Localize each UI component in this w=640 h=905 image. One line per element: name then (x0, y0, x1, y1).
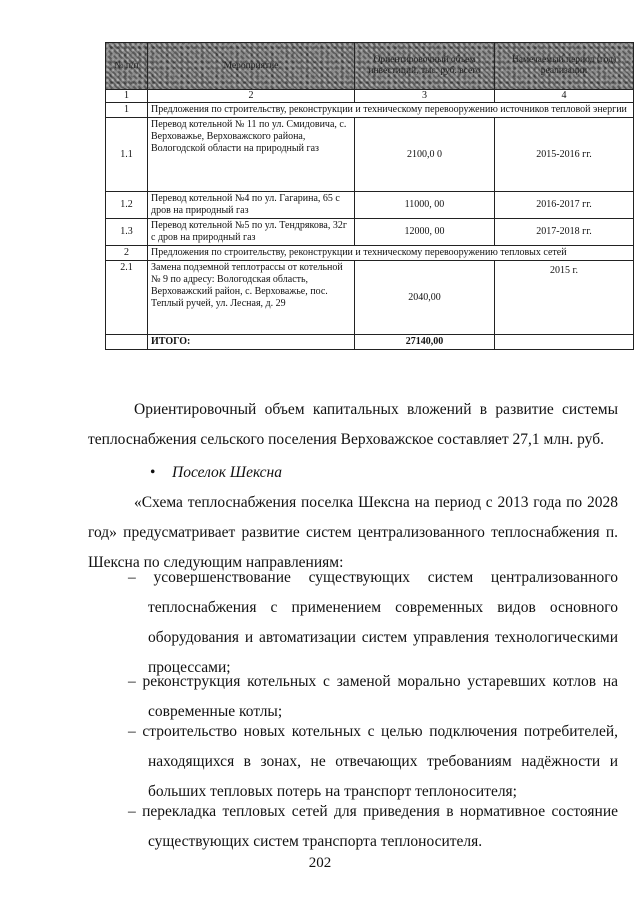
row-text: Замена подземной теплотрассы от котельной № 9 по адресу: Вологодская область, Верховажский район, с. Верховажье, пос. Теплый ручей, ул. Лесная, д. 29 (148, 261, 355, 335)
bullet-heading-text: Поселок Шексна (172, 464, 282, 481)
row-num: 1.2 (106, 192, 148, 219)
total-num-cell (106, 335, 148, 350)
section-num: 1 (106, 103, 148, 118)
section-title: Предложения по строительству, реконструкции и техническому перевооружению источников тепловой энергии (148, 103, 634, 118)
column-number-row (106, 90, 634, 103)
col-number: 1 (106, 90, 148, 103)
paragraph-scheme: «Схема теплоснабжения поселка Шексна на период с 2013 года по 2028 год» предусматривает развитие систем централизованного теплоснабжения п. Шексна по следующим направлениям: (88, 494, 618, 571)
row-period: 2017-2018 гг. (495, 219, 634, 246)
page-number: 202 (308, 855, 332, 871)
table-row (106, 261, 634, 335)
col-number: 2 (148, 90, 355, 103)
row-period: 2015 г. (495, 261, 634, 335)
section-row (106, 103, 634, 118)
total-value: 27140,00 (355, 335, 495, 350)
row-text: Перевод котельной № 11 по ул. Смидовича, с. Верховажье, Верховажского района, Вологодской области на природный газ (148, 118, 355, 192)
row-value: 2040,00 (355, 261, 495, 335)
list-item: – реконструкция котельных с заменой морально устаревших котлов на современные котлы; (128, 673, 618, 720)
row-value: 2100,0 0 (355, 118, 495, 192)
total-period-cell (495, 335, 634, 350)
row-value: 12000, 00 (355, 219, 495, 246)
bullet-heading (150, 458, 282, 488)
bullet-dot-icon: • (150, 464, 156, 481)
table-header-row (106, 43, 634, 90)
table-row (106, 219, 634, 246)
investment-table (105, 42, 634, 350)
row-period: 2015-2016 гг. (495, 118, 634, 192)
list-item: – усовершенствование существующих систем централизованного теплоснабжения с применением современных видов основного оборудования и автоматизации систем управления технологическими процессами; (128, 569, 618, 676)
paragraph-capital-investment: Ориентировочный объем капитальных вложений в развитие системы теплоснабжения сельского поселения Верховажское составляет 27,1 млн. руб. (88, 401, 618, 448)
row-num: 1.3 (106, 219, 148, 246)
list-item: – строительство новых котельных с целью подключения потребителей, находящихся в зонах, не отвечающих требованиям надёжности и больших тепловых потерь на транспорт теплоносителя; (128, 723, 618, 800)
section-title: Предложения по строительству, реконструкции и техническому перевооружению тепловых сетей (148, 246, 634, 261)
row-num: 2.1 (106, 261, 148, 335)
row-period: 2016-2017 гг. (495, 192, 634, 219)
row-text: Перевод котельной №5 по ул. Тендрякова, 32г с дров на природный газ (148, 219, 355, 246)
total-row (106, 335, 634, 350)
table-row (106, 118, 634, 192)
row-value: 11000, 00 (355, 192, 495, 219)
section-num: 2 (106, 246, 148, 261)
header-num: № п/п (106, 43, 148, 90)
header-investment: Ориентировочный объем инвестиций, тыс. руб. всего (355, 43, 495, 90)
row-num: 1.1 (106, 118, 148, 192)
section-row (106, 246, 634, 261)
total-label: ИТОГО: (148, 335, 355, 350)
list-item: – перекладка тепловых сетей для приведения в нормативное состояние существующих систем транспорта теплоносителя. (128, 803, 618, 850)
col-number: 3 (355, 90, 495, 103)
table-row (106, 192, 634, 219)
col-number: 4 (495, 90, 634, 103)
header-measure: Мероприятие (148, 43, 355, 90)
row-text: Перевод котельной №4 по ул. Гагарина, 65 с дров на природный газ (148, 192, 355, 219)
header-period: Намечаемый период (год) реализации (495, 43, 634, 90)
